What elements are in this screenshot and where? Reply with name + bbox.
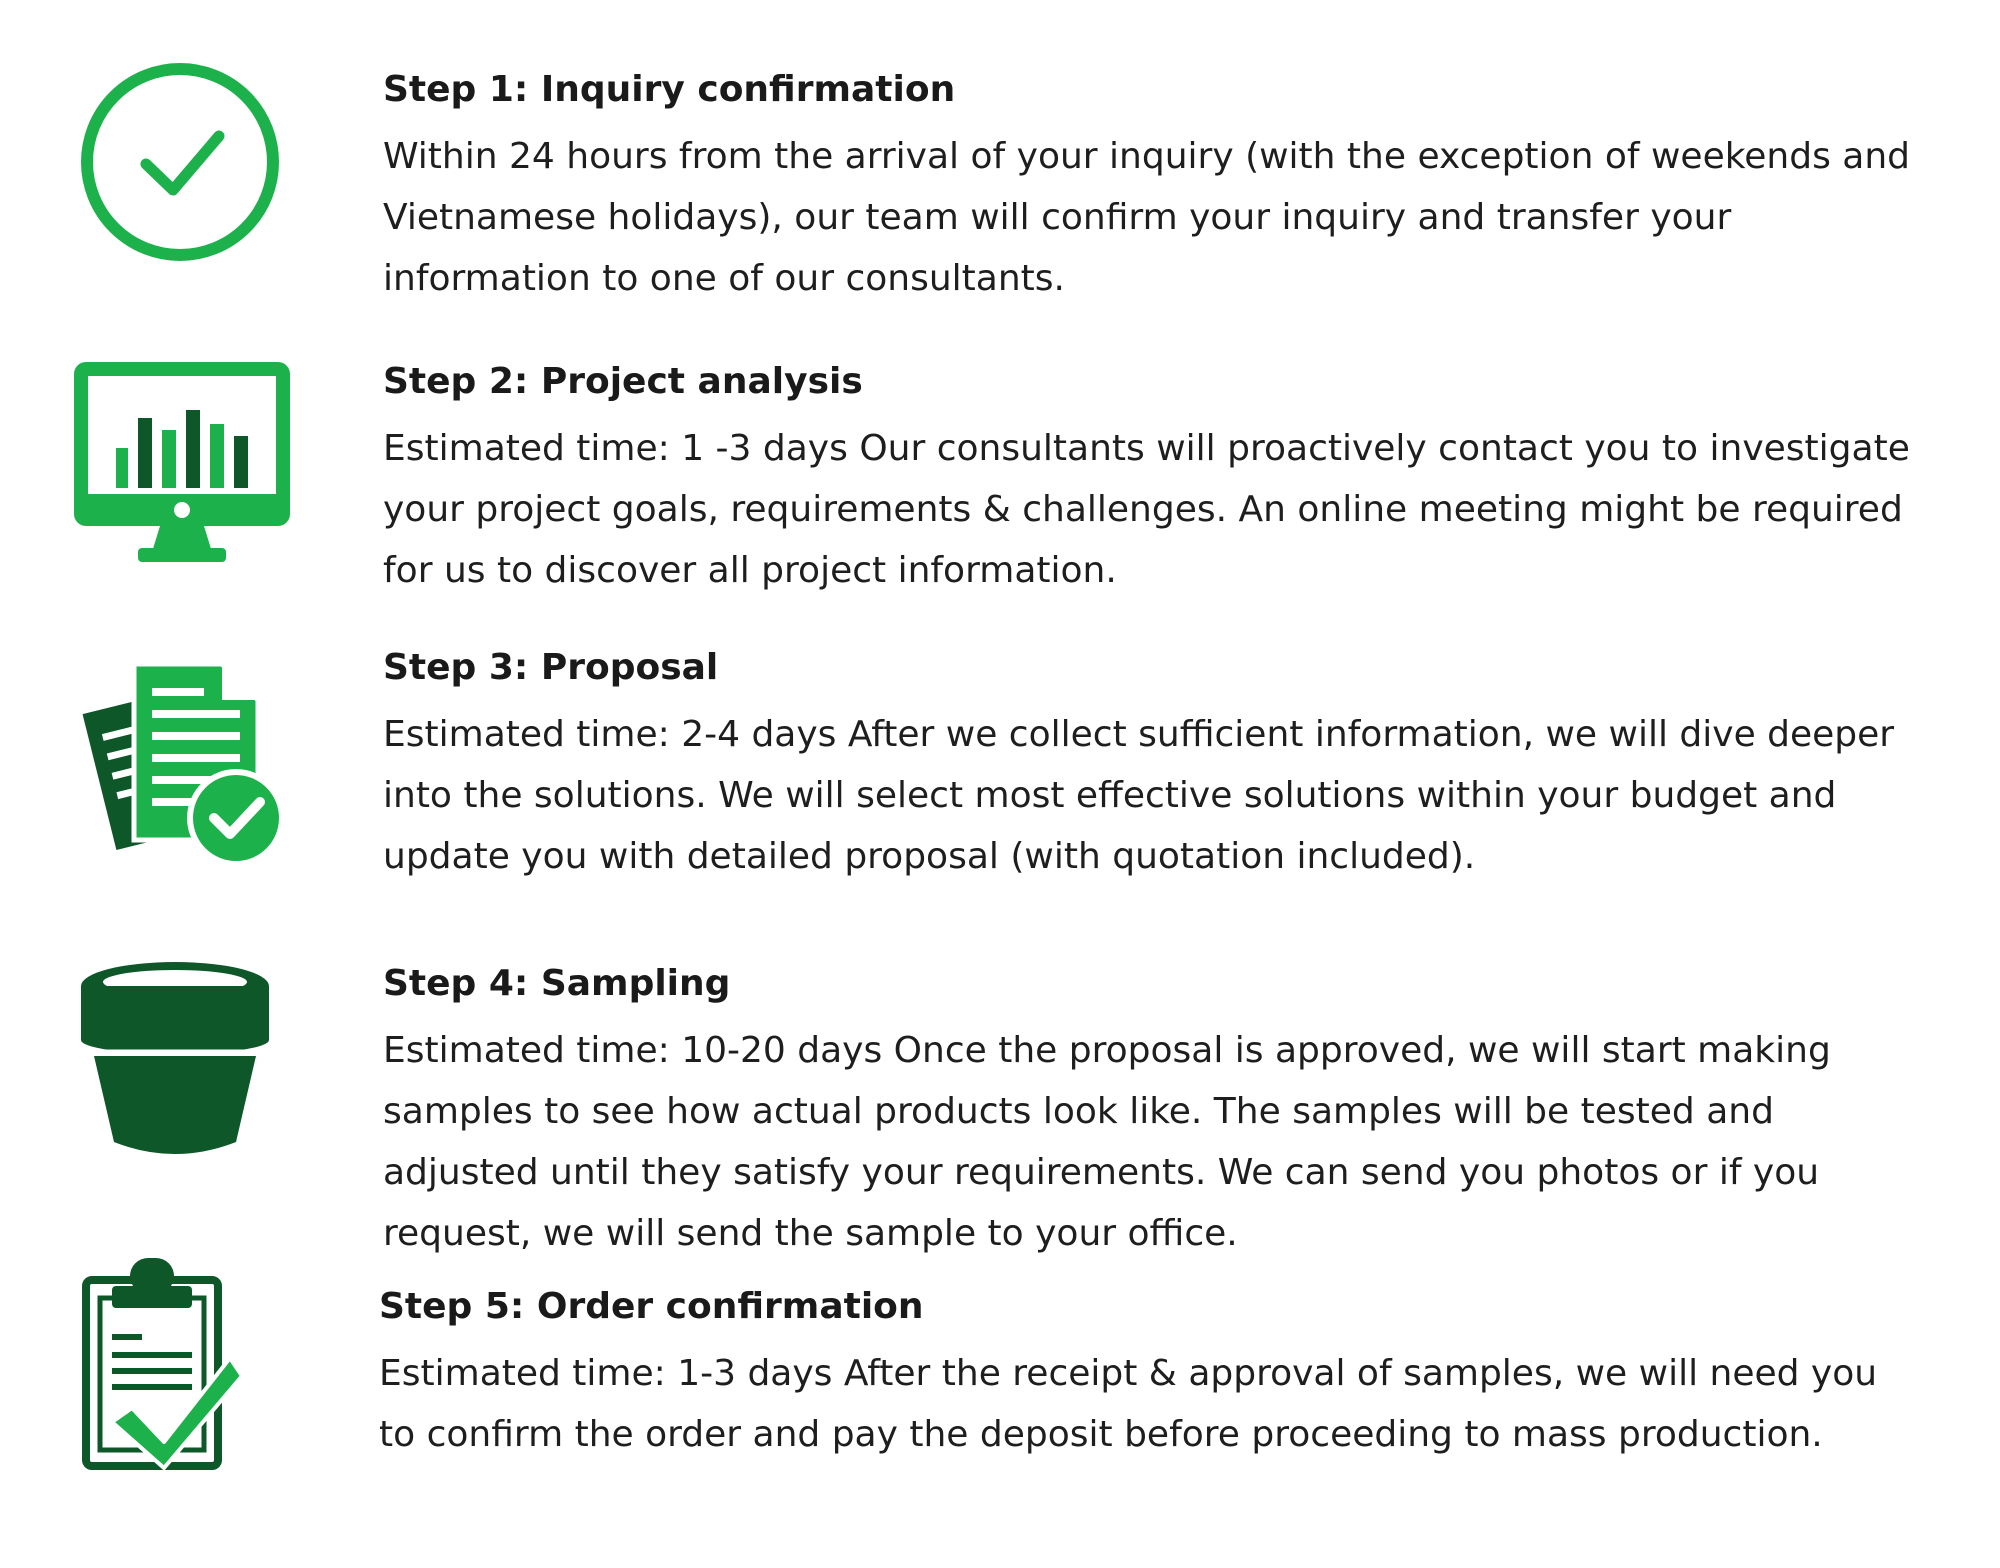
step-title: Step 2: Project analysis — [383, 361, 863, 402]
step-title: Step 1: Inquiry confirmation — [383, 69, 956, 110]
documents-check-icon — [78, 660, 288, 870]
step-description: Estimated time: 10-20 days Once the proposal is approved, we will start making samples to see how actual products look like. The samples will be tested and adjusted until they satisfy your requirements. We can send you photos or if you request, we will send the sample to your office. — [383, 1030, 1831, 1254]
monitor-chart-icon — [74, 362, 290, 564]
step-title: Step 5: Order confirmation — [379, 1286, 924, 1327]
step-title: Step 4: Sampling — [383, 963, 731, 1004]
step-description: Within 24 hours from the arrival of your inquiry (with the exception of weekends and Vietnamese holidays), our team will confirm your inquiry and transfer your information to one of our consultants. — [383, 136, 1911, 299]
check-circle-icon — [78, 60, 282, 264]
clipboard-check-icon — [82, 1258, 246, 1474]
flower-pot-icon — [80, 960, 270, 1160]
step-title: Step 3: Proposal — [383, 647, 719, 688]
step-description: Estimated time: 1-3 days After the receipt & approval of samples, we will need you to confirm the order and pay the deposit before proceeding to mass production. — [379, 1353, 1878, 1455]
step-description: Estimated time: 2-4 days After we collect sufficient information, we will dive deeper into the solutions. We will select most effective solutions within your budget and update you with detailed proposal (with quotation included). — [383, 714, 1895, 877]
step-description: Estimated time: 1 -3 days Our consultants will proactively contact you to investigate your project goals, requirements & challenges. An online meeting might be required for us to discover all project information. — [383, 428, 1910, 591]
